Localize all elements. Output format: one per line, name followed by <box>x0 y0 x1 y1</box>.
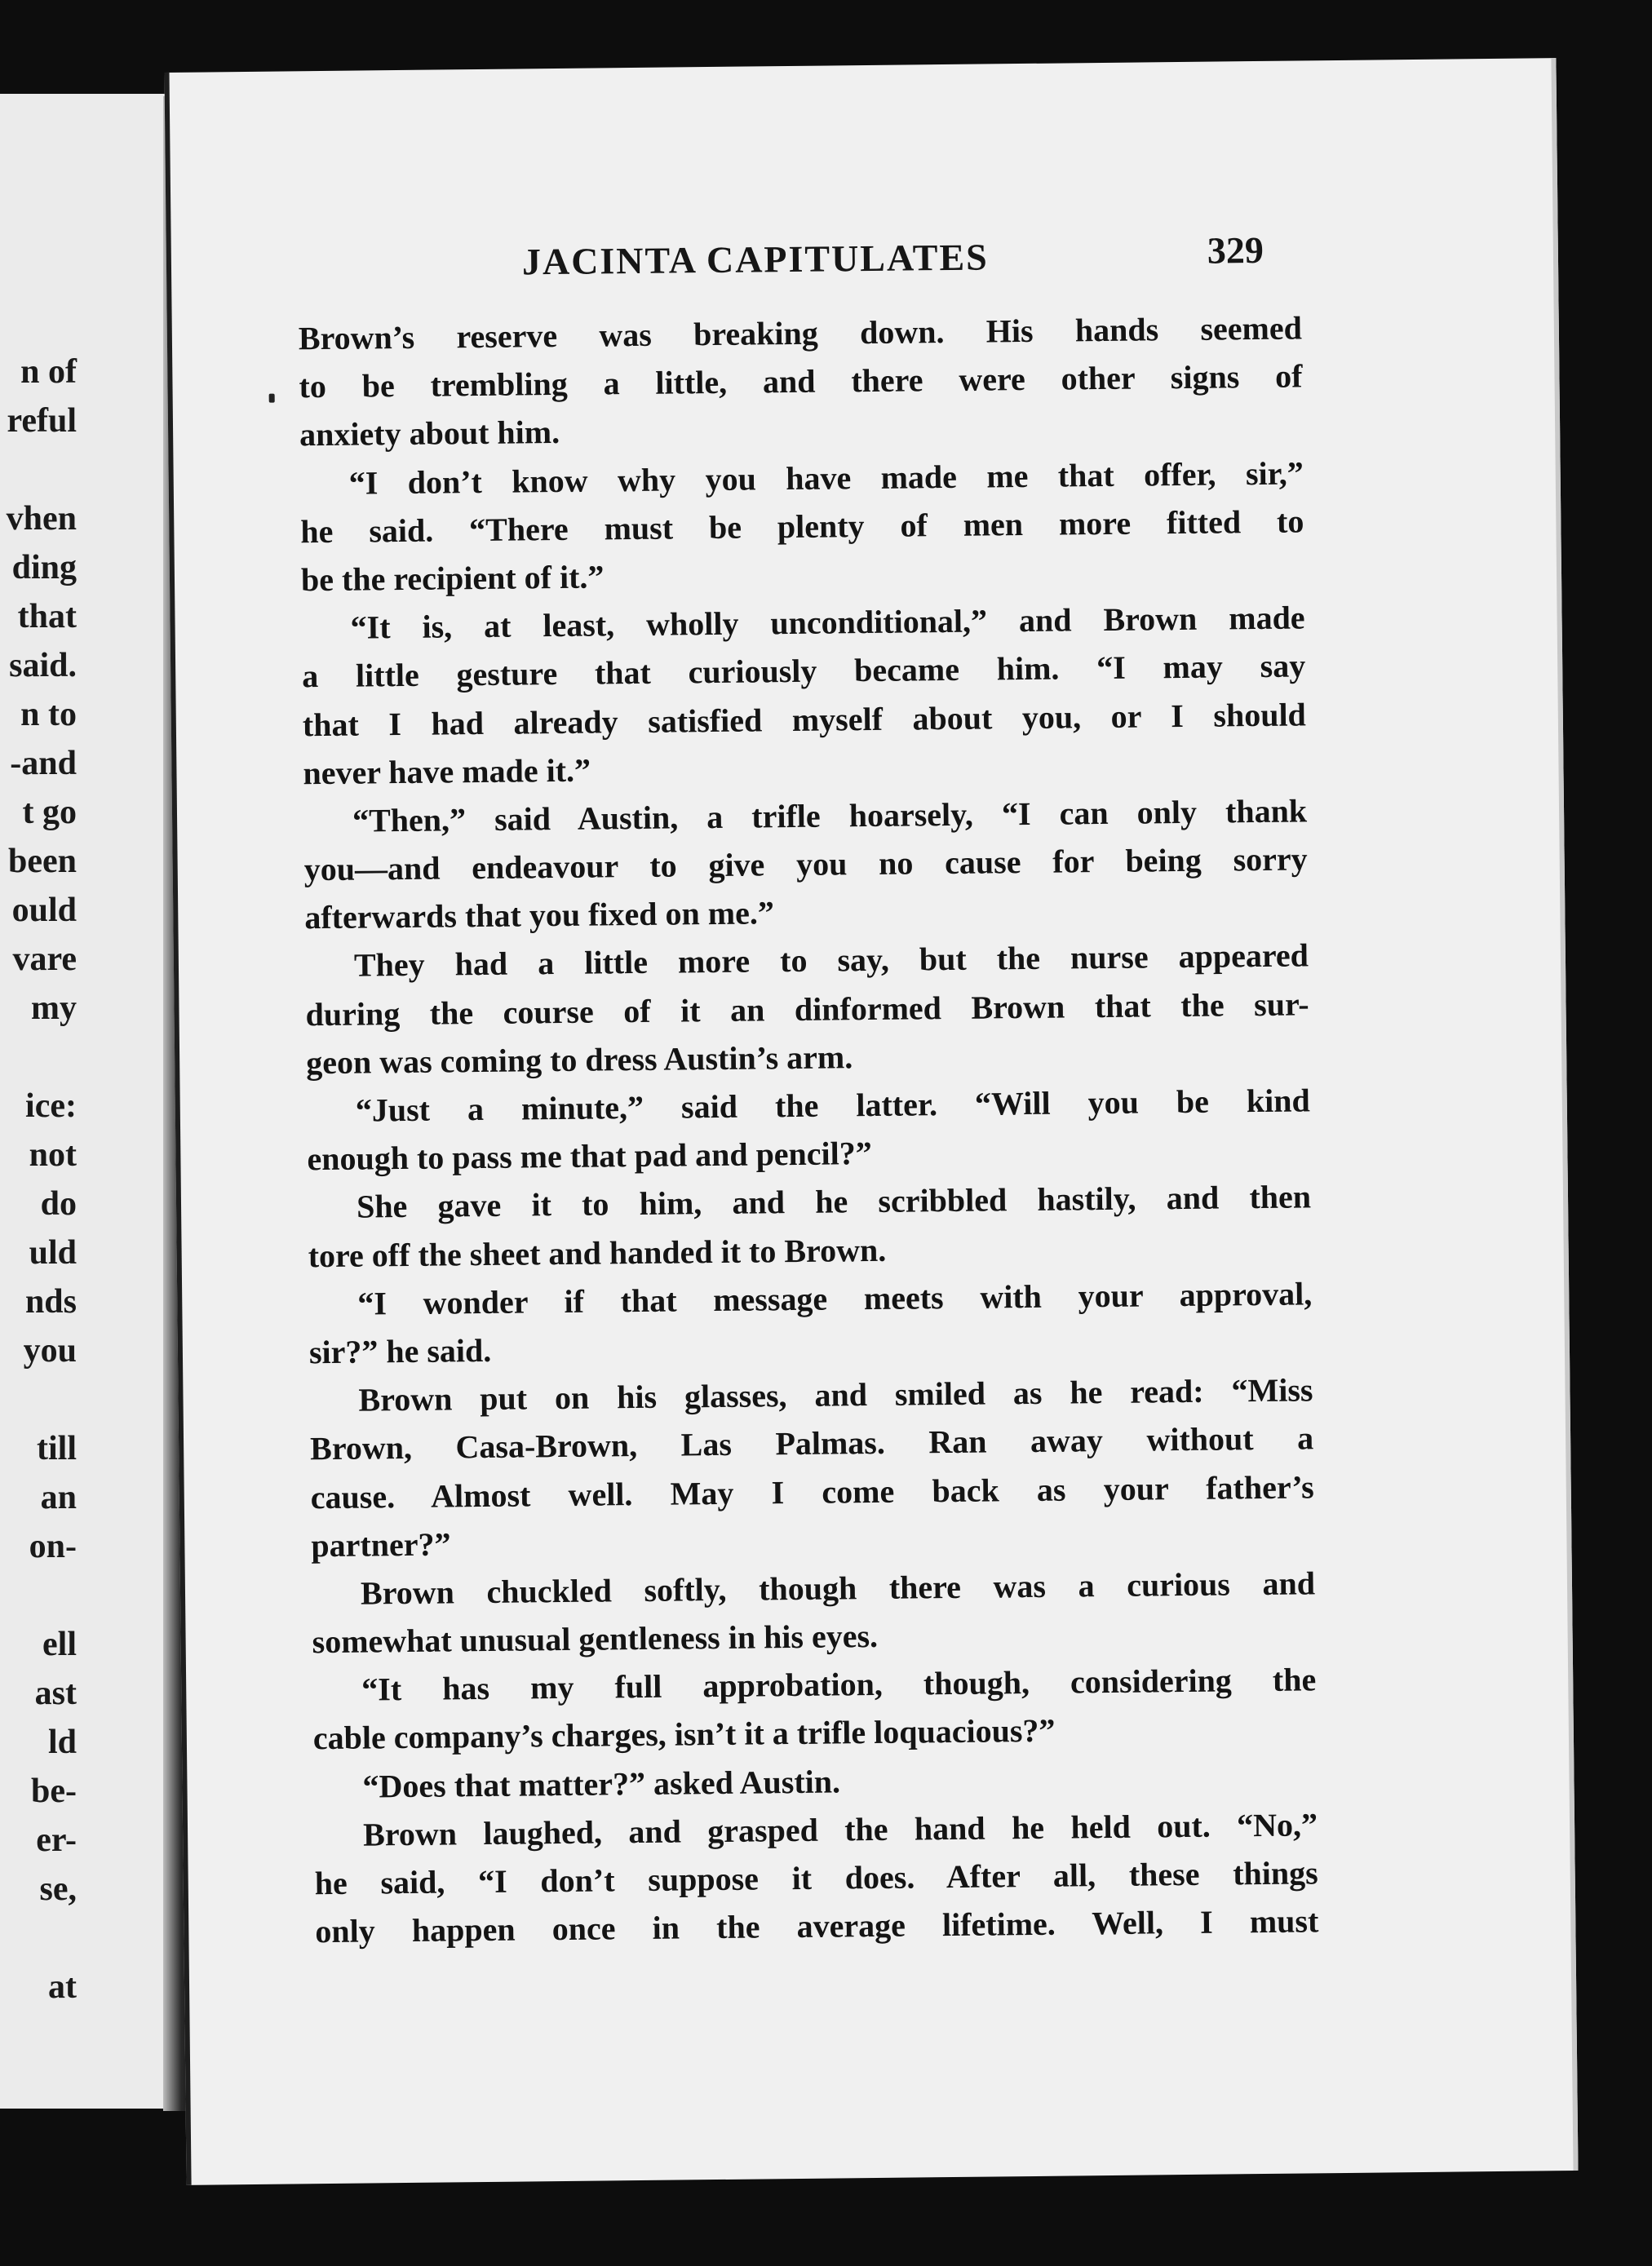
text-line: anxiety about him. <box>299 414 560 454</box>
left-page-fragment: reful <box>7 402 77 440</box>
text-line: “It is, at least, wholly unconditional,” and Brown made <box>350 599 1305 646</box>
left-page-fragment: my <box>31 989 77 1027</box>
text-line: to be trembling a little, and there were other signs of <box>299 357 1303 405</box>
left-page-fragment: nds <box>24 1283 77 1321</box>
text-line: that I had already satisfied myself about you, or I should <box>302 695 1307 743</box>
left-page-fragment: ast <box>34 1675 77 1712</box>
text-line: during the course of it an dinformed Brown that the sur- <box>305 985 1309 1033</box>
text-line: Brown, Casa-Brown, Las Palmas. Ran away without a <box>309 1419 1314 1467</box>
text-line: Brown’s reserve was breaking down. His hands seemed <box>298 309 1303 357</box>
text-line: be the recipient of it.” <box>300 558 605 599</box>
left-page-fragment: that <box>17 598 77 635</box>
text-line: “It has my full approbation, though, considering the <box>361 1661 1317 1708</box>
text-line: Brown chuckled softly, though there was a curious and <box>360 1565 1316 1612</box>
margin-mark <box>269 394 275 403</box>
left-page-fragment: been <box>8 843 77 880</box>
left-page-fragment: at <box>48 1968 77 2006</box>
text-line: “I don’t know why you have made me that offer, sir,” <box>348 454 1304 502</box>
left-page-fragment: er- <box>36 1821 77 1859</box>
left-page-fragment: vare <box>12 940 77 978</box>
text-line: “I wonder if that message meets with your approval, <box>357 1275 1313 1322</box>
text-line: tore off the sheet and handed it to Brown. <box>308 1231 887 1274</box>
left-page-fragment: ell <box>42 1626 77 1663</box>
text-line: you—and endeavour to give you no cause for being sorry <box>303 840 1308 888</box>
left-page-fragment: on- <box>29 1528 77 1565</box>
text-line: She gave it to him, and he scribbled hastily, and then <box>356 1178 1312 1225</box>
left-page-fragment: do <box>40 1185 77 1223</box>
text-line: “Just a minute,” said the latter. “Will you be kind <box>355 1082 1310 1129</box>
text-line: never have made it.” <box>303 751 591 791</box>
left-page-fragment: se, <box>39 1870 77 1908</box>
left-page-fragment: ice: <box>25 1087 77 1125</box>
left-page-fragment: you <box>23 1332 77 1370</box>
text-line: cable company’s charges, isn’t it a trifle loquacious?” <box>312 1712 1056 1757</box>
text-line: somewhat unusual gentleness in his eyes. <box>312 1618 879 1661</box>
text-line: enough to pass me that pad and pencil?” <box>307 1135 873 1178</box>
left-page-fragment: ld <box>47 1724 77 1761</box>
text-line: Brown put on his glasses, and smiled as he read: “Miss <box>358 1371 1313 1418</box>
running-head: JACINTA CAPITULATES <box>521 236 989 283</box>
left-page-fragment: ding <box>11 549 77 586</box>
text-line: They had a little more to say, but the nurse appeared <box>353 936 1309 985</box>
left-page-fragment: n of <box>20 353 77 391</box>
text-line: he said, “I don’t suppose it does. After all, these things <box>314 1854 1318 1902</box>
text-line: Brown laughed, and grasped the hand he held out. “No,” <box>362 1806 1318 1853</box>
text-line: “Then,” said Austin, a trifle hoarsely, “I can only thank <box>352 792 1308 839</box>
text-line: he said. “There must be plenty of men more fitted to <box>300 502 1304 551</box>
text-line: partner?” <box>311 1525 451 1564</box>
left-page-fragment: be- <box>31 1773 77 1810</box>
text-line: cause. Almost well. May I come back as your father’s <box>310 1467 1314 1516</box>
body-text <box>299 303 1319 1955</box>
text-line: geon was coming to dress Austin’s arm. <box>305 1038 853 1082</box>
text-line: a little gesture that curiously became him. “I may say <box>302 647 1306 695</box>
left-page-fragment: -and <box>10 745 77 782</box>
left-page-fragment: till <box>37 1430 77 1467</box>
page-edge <box>1551 58 1578 2171</box>
left-page-fragment: t go <box>22 794 77 831</box>
left-page-fragment: n to <box>20 696 77 733</box>
text-line: sir?” he said. <box>308 1331 492 1371</box>
left-page-fragment: ould <box>11 892 77 929</box>
left-page-fragment: not <box>29 1136 77 1174</box>
text-line: only happen once in the average lifetime. Well, I must <box>315 1902 1319 1950</box>
left-page-fragment: an <box>40 1479 77 1516</box>
text-line: afterwards that you fixed on me.” <box>304 894 775 936</box>
text-line: “Does that matter?” asked Austin. <box>362 1763 841 1805</box>
left-page-fragment: said. <box>9 647 77 684</box>
left-facing-page <box>0 94 173 2109</box>
left-page-fragment: uld <box>29 1234 77 1272</box>
left-page-fragment: vhen <box>6 500 77 538</box>
book-page <box>164 58 1578 2185</box>
page-number: 329 <box>1207 228 1264 272</box>
